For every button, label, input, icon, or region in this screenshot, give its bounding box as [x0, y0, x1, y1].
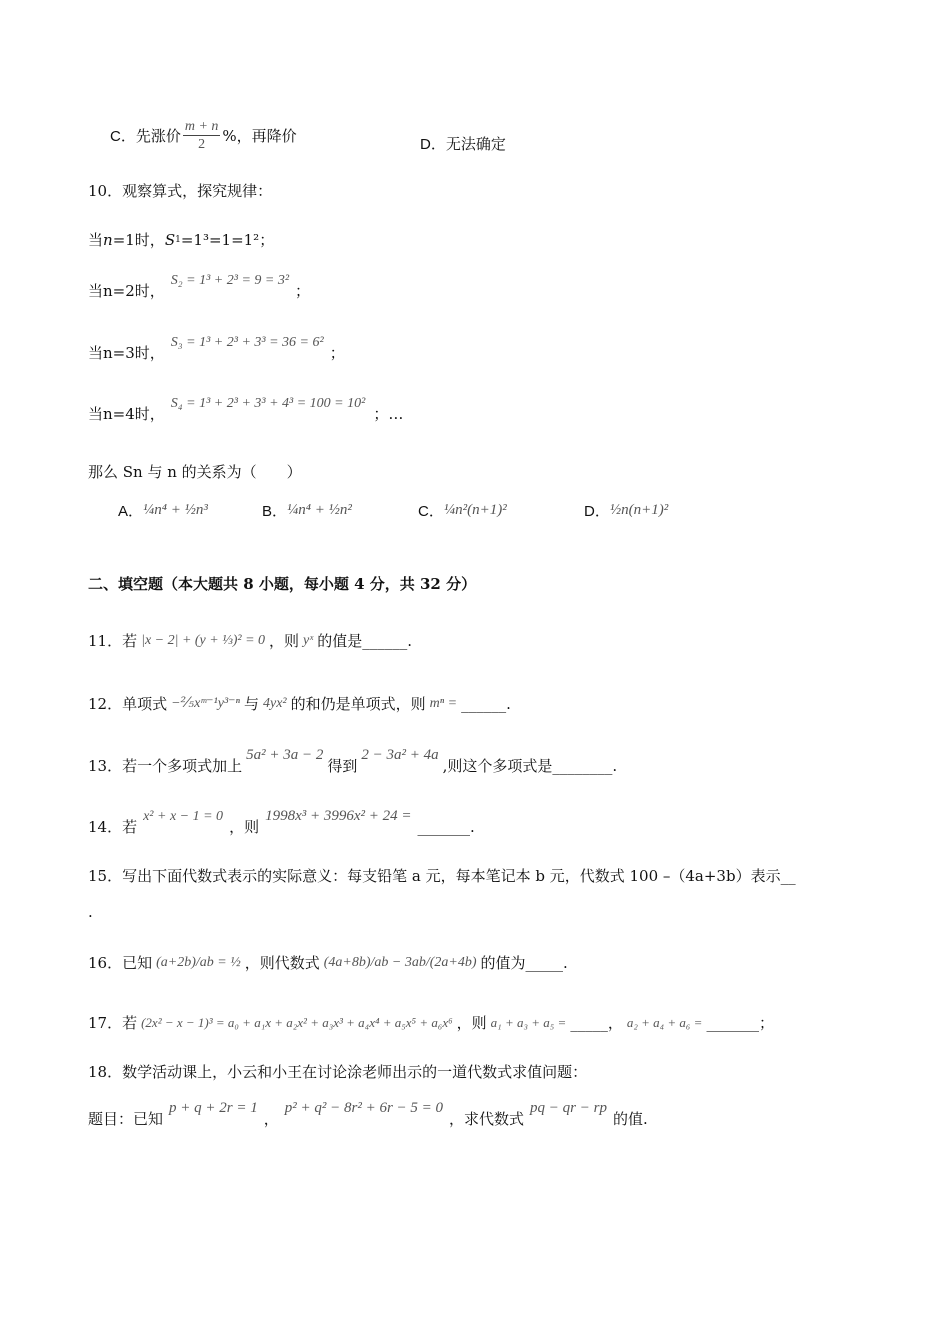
q9c-fraction: $\frac{m + n}{2}$ [184, 119, 219, 152]
q10-case4: 当n=4时， S₄ = 1³ + 2³ + 3³ + 4³ = 100 = 10² ；… [88, 395, 404, 423]
q10-case4-formula: S₄ = 1³ + 2³ + 3³ + 4³ = 100 = 10² [170, 395, 366, 411]
q14: 14．若 x² + x − 1 = 0 ，则 1998x³ + 3996x² + 24 = _______. [88, 808, 475, 836]
q11: 11．若 |x − 2| + (y + ⅓)² = 0 ，则 yˣ 的值是______. [88, 632, 412, 650]
q12: 12．单项式 −⅖xᵐ⁻¹y³⁻ⁿ 与 4yx² 的和仍是单项式，则 mⁿ = ______. [88, 694, 511, 713]
q10-case2-formula: S₂ = 1³ + 2³ = 9 = 3² [170, 272, 290, 288]
q10-question: 那么 Sn 与 n 的关系为（ ） [88, 463, 302, 481]
q10-case1: 当 n =1时， S 1 =1³=1=1²； [88, 230, 275, 249]
q12-monomial: −⅖xᵐ⁻¹y³⁻ⁿ [171, 696, 240, 711]
q11-formula: |x − 2| + (y + ⅓)² = 0 [141, 632, 266, 648]
q9c-tail: %，再降价 [222, 127, 297, 145]
q10-option-a: A． ¼n⁴ + ½n³ [118, 502, 208, 520]
q10-case3: 当n=3时， S₃ = 1³ + 2³ + 3³ = 36 = 6² ； [88, 334, 345, 362]
q16: 16．已知 (a+2b)/ab = ½ ，则代数式 (4a+8b)/ab − 3ab/(2a+4b) 的值为_____. [88, 954, 568, 972]
q18-stem: 18．数学活动课上，小云和小王在讨论涂老师出示的一道代数式求值问题： [88, 1063, 588, 1081]
section-2-heading: 二、填空题（本大题共 8 小题，每小题 4 分，共 32 分） [88, 575, 477, 593]
q9-option-d: D．无法确定 [420, 136, 506, 153]
q10-stem: 10．观察算式，探究规律： [88, 182, 273, 200]
q13: 13．若一个多项式加上 5a² + 3a − 2 得到 2 − 3a² + 4a ,则这个多项式是________. [88, 747, 618, 775]
q17: 17．若 (2x² − x − 1)³ = a₀ + a₁x + a₂x² + a₃x³ + a₄x⁴ + a₅x⁵ + a₆x⁶ ，则 a₁ + a₃ + a₅ = _____， a₂ + a₄ + a₆ = _______； [88, 1014, 774, 1032]
q10-option-c: C． ¼n²(n+1)² [418, 502, 507, 520]
q10-option-d: D． ½n(n+1)² [584, 502, 669, 520]
q15-continued: . [88, 903, 93, 921]
q10-case2: 当n=2时， S₂ = 1³ + 2³ = 9 = 3² ； [88, 272, 311, 300]
q10-option-b: B． ¼n⁴ + ½n² [262, 502, 352, 520]
q9c-label: C．先涨价 [110, 128, 181, 145]
q9-option-c [110, 118, 297, 153]
q18-problem: 题目：已知 p + q + 2r = 1 ， p² + q² − 8r² + 6r − 5 = 0 ，求代数式 pq − qr − rp 的值. [88, 1100, 648, 1128]
q10-case3-formula: S₃ = 1³ + 2³ + 3³ = 36 = 6² [170, 334, 324, 350]
q15: 15．写出下面代数式表示的实际意义：每支铅笔 a 元，每本笔记本 b 元，代数式 100 –（4a+3b）表示__ [88, 867, 796, 885]
